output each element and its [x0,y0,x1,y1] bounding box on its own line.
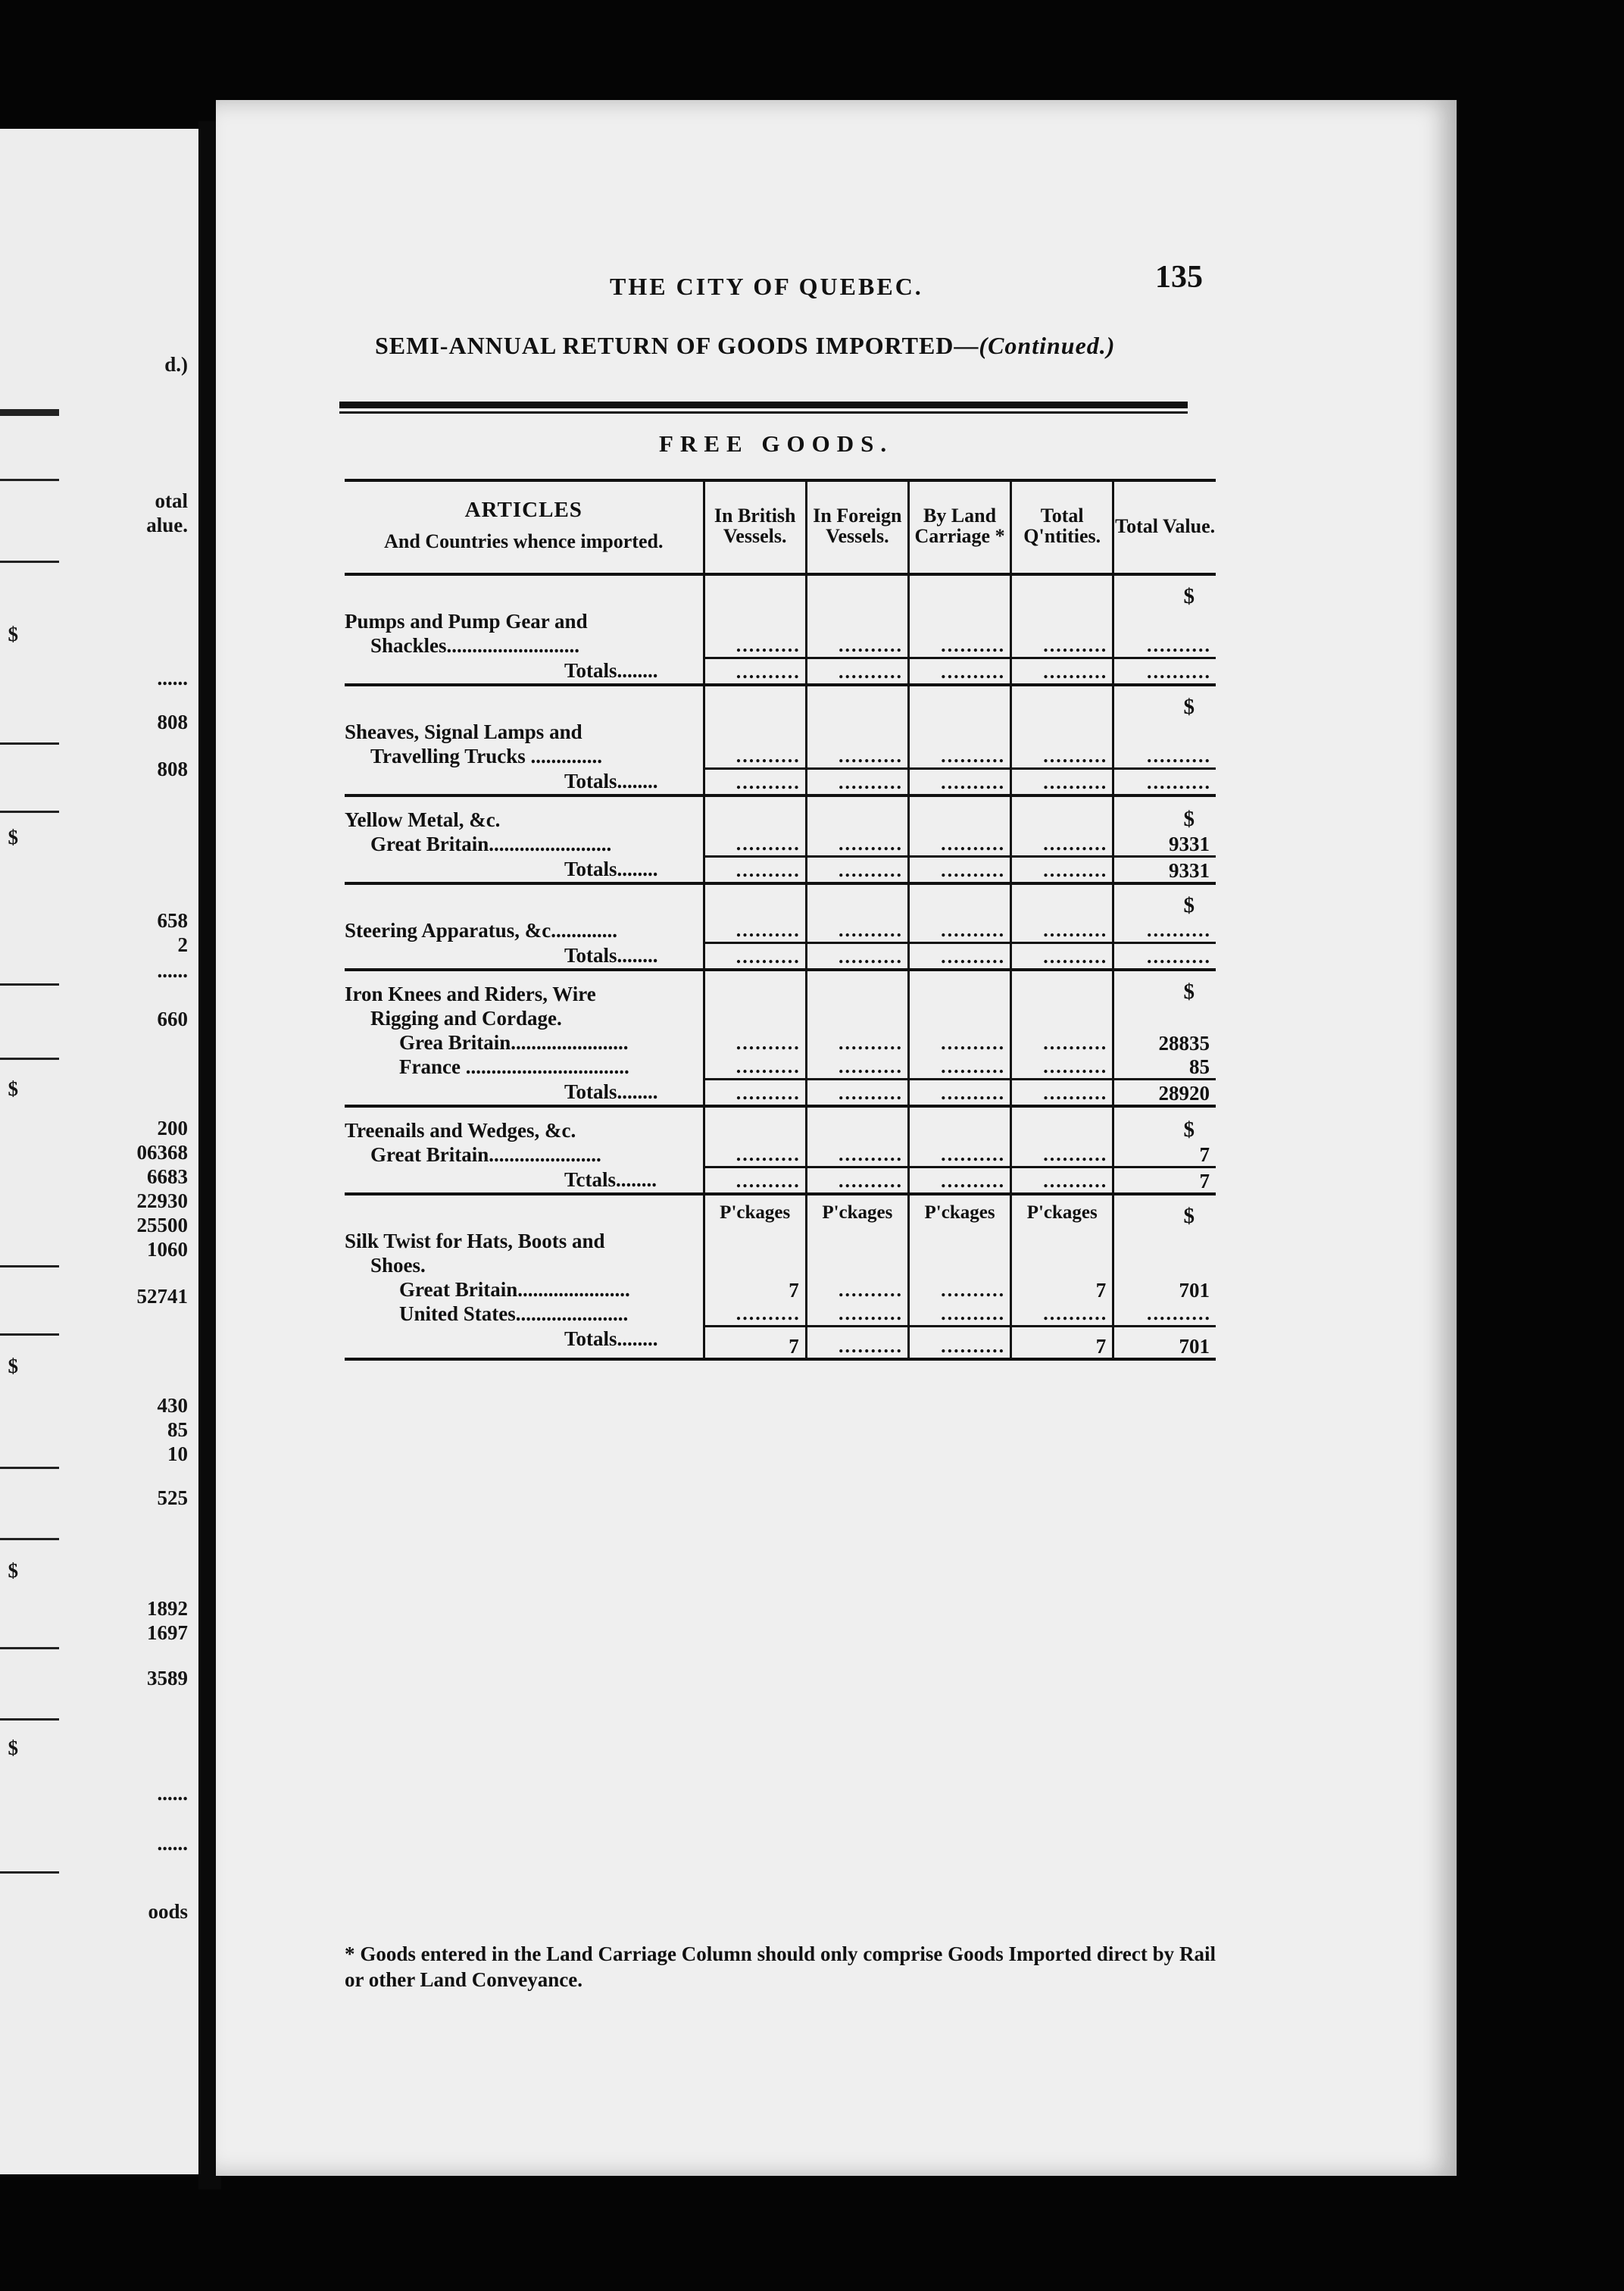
left-page-text: 1892 [147,1597,188,1620]
left-page-text: 25500 [136,1214,188,1236]
table-row [345,1106,1216,1142]
article-name: Treenails and Wedges, &c. [345,1119,576,1142]
table-header-row [345,479,1216,574]
left-page-text: 06368 [136,1141,188,1164]
table-row: Great Britain...................... 7 .......... .......... 7 701 [345,1277,1216,1302]
dollar-sign: $ [1113,1106,1216,1142]
totals-label: Totals........ [564,1080,658,1103]
totals-label: Totals........ [564,858,658,880]
country-name: Great Britain...................... [399,1278,630,1301]
left-page-text: ...... [157,959,188,982]
totals-label: Tctals........ [564,1168,657,1191]
table-row: United States...................... .......... .......... .......... .......... .......... [345,1302,1216,1326]
dollar-sign: $ [1113,795,1216,832]
left-page-text: 660 [157,1008,188,1030]
left-page-text: $ [8,1559,18,1582]
article-name: Iron Knees and Riders, Wire [345,983,596,1005]
left-page-text: oods [148,1900,188,1923]
value-cell: 7 [704,1277,806,1302]
value-cell: 9331 [1113,856,1216,883]
value-cell: 7 [1011,1326,1113,1359]
left-page-rule [0,479,59,481]
page-number: 135 [1155,260,1203,295]
left-page-text: $ [8,1355,18,1377]
col-total-quantities: Total Q'ntities. [1011,479,1113,574]
title-thin-rule [339,411,1188,414]
left-page-fragment [0,129,198,2174]
packages-label: P'ckages [1011,1194,1113,1229]
totals-label: Totals........ [564,1327,658,1350]
value-cell: 7 [1113,1167,1216,1194]
article-name: Travelling Trucks .............. [370,745,603,767]
running-head: THE CITY OF QUEBEC. [610,273,923,300]
value-cell: 7 [1113,1142,1216,1167]
value-cell: 7 [704,1326,806,1359]
col-articles: ARTICLES And Countries whence imported. [345,479,704,574]
table-row [345,1194,1216,1229]
left-page-text: $ [8,826,18,849]
left-page-rule [0,1647,59,1649]
totals-row: Totals........ .......... .......... .......... .......... .......... [345,658,1216,685]
left-page-text: ...... [157,1832,188,1855]
article-name: Sheaves, Signal Lamps and [345,720,582,743]
left-page-text: 808 [157,758,188,780]
totals-row: Totals........ .......... .......... .......... .......... .......... [345,768,1216,795]
left-page-rule [0,1538,59,1540]
col-total-value: Total Value. [1113,479,1216,574]
article-name: Silk Twist for Hats, Boots and [345,1230,605,1252]
totals-row: Totals........ .......... .......... .......... .......... .......... [345,942,1216,970]
packages-label: P'ckages [908,1194,1010,1229]
left-page-rule [0,409,59,416]
totals-row: Totals........ 7 .......... .......... 7 701 [345,1326,1216,1359]
left-page-rule [0,1058,59,1060]
left-page-rule [0,983,59,986]
left-page-text: 525 [157,1486,188,1509]
left-page-text: 658 [157,909,188,932]
totals-label: Totals........ [564,659,658,682]
left-page-text: ...... [157,667,188,689]
col-british-vessels: In British Vessels. [704,479,806,574]
left-page-text: $ [8,1077,18,1100]
left-page-text: 22930 [136,1189,188,1212]
section-heading: FREE GOODS. [659,430,894,457]
left-page-rule [0,1467,59,1469]
table-row [345,685,1216,720]
left-page-text: $ [8,1736,18,1759]
table-row: Steering Apparatus, &c............. .......... .......... .......... .......... .......... [345,918,1216,942]
left-page-rule [0,1265,59,1267]
left-page-rule [0,1333,59,1336]
left-page-text: 52741 [136,1285,188,1308]
table-row: Great Britain...................... .......... .......... .......... .......... 7 [345,1142,1216,1167]
left-page-rule [0,1718,59,1721]
left-page-text: 1060 [147,1238,188,1261]
article-name: Rigging and Cordage. [370,1007,562,1030]
left-page-text: 808 [157,711,188,733]
article-name: Yellow Metal, &c. [345,808,501,831]
packages-label: P'ckages [704,1194,806,1229]
dollar-sign: $ [1113,883,1216,918]
left-page-text: 430 [157,1394,188,1417]
page [216,100,1457,2176]
left-page-rule [0,811,59,813]
table-row [345,883,1216,918]
left-page-text: otal [155,489,188,512]
table-row: Pumps and Pump Gear and Shackles.......................... .......... .......... .......... .......... .......... [345,609,1216,658]
col-foreign-vessels: In Foreign Vessels. [806,479,908,574]
left-page-text: d.) [164,353,188,376]
totals-row: Totals........ .......... .......... .......... .......... 28920 [345,1079,1216,1106]
left-page-text: 10 [167,1442,188,1465]
left-page-rule [0,561,59,563]
totals-label: Totals........ [564,944,658,967]
left-page-text: 85 [167,1418,188,1441]
totals-row: Totals........ .......... .......... .......... .......... 9331 [345,856,1216,883]
country-name: Grea Britain....................... [399,1031,629,1054]
totals-row: Tctals........ .......... .......... .......... .......... 7 [345,1167,1216,1194]
article-name: Shoes. [370,1254,426,1277]
value-cell: 7 [1011,1277,1113,1302]
value-cell: 28835 [1113,1030,1216,1055]
free-goods-table [345,479,1216,1361]
value-cell: 28920 [1113,1079,1216,1106]
left-page-text: $ [8,623,18,645]
col-land-carriage: By Land Carriage * [908,479,1010,574]
table-row [345,1229,1216,1277]
return-title-continued: (Continued.) [979,332,1116,359]
totals-label: Totals........ [564,770,658,792]
article-name: Steering Apparatus, &c............. [345,919,617,942]
packages-label: P'ckages [806,1194,908,1229]
value-cell: 701 [1113,1326,1216,1359]
value-cell: 701 [1113,1277,1216,1302]
country-name: United States...................... [399,1302,629,1325]
value-cell: 9331 [1113,832,1216,856]
table-row: Grea Britain....................... .......... .......... .......... .......... 28835 [345,1030,1216,1055]
dollar-sign: $ [1113,1194,1216,1229]
left-page-text: ...... [157,1782,188,1805]
article-name: Shackles.......................... [370,634,580,657]
return-title-main: SEMI-ANNUAL RETURN OF GOODS IMPORTED— [375,332,979,359]
left-page-text: alue. [146,514,188,536]
left-page-text: 2 [177,933,188,956]
table-row: France ................................ .......... .......... .......... .......... 85 [345,1055,1216,1079]
table-row: Sheaves, Signal Lamps and Travelling Trucks .............. .......... .......... .......... .......... .......... [345,720,1216,768]
title-double-rule [339,402,1188,408]
left-page-text: 200 [157,1117,188,1139]
article-name: Pumps and Pump Gear and [345,610,588,633]
dollar-sign: $ [1113,970,1216,1030]
dollar-sign: $ [1113,574,1216,609]
dollar-sign: $ [1113,685,1216,720]
country-name: France ................................ [399,1055,629,1078]
table-row: Great Britain........................ .......... .......... .......... .......... 9331 [345,832,1216,856]
left-page-text: 6683 [147,1165,188,1188]
country-name: Great Britain...................... [370,1143,601,1166]
footnote: * Goods entered in the Land Carriage Column should only comprise Goods Imported direct by Rail or other Land Conveyance. [345,1943,1216,1991]
table-row [345,970,1216,1030]
left-page-text: 3589 [147,1667,188,1689]
left-page-rule [0,1871,59,1874]
country-name: Great Britain........................ [370,833,612,855]
left-page-text: 1697 [147,1621,188,1644]
return-title [375,332,1115,360]
table-row [345,795,1216,832]
left-page-rule [0,742,59,745]
value-cell: 85 [1113,1055,1216,1079]
table-row [345,574,1216,609]
